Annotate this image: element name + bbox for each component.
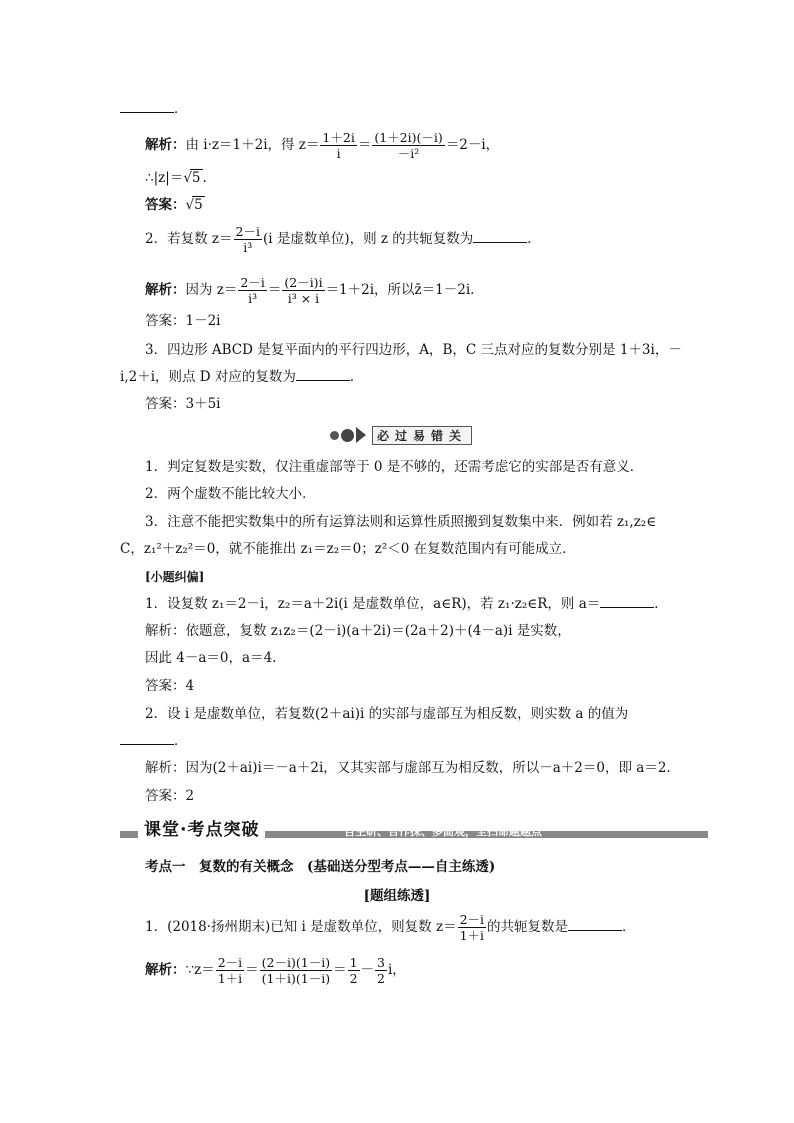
fraction (216, 955, 244, 986)
solution-label: 解析： (145, 962, 186, 978)
modulus-text: ∴|z|＝ (145, 170, 184, 186)
question-text: 1．设复数 z₁＝2－i，z₂＝a＋2i(i 是虚数单位，a∈R)，若 z₁·z₂∈R，则 a＝ (145, 596, 601, 612)
fraction (238, 275, 266, 306)
denominator: 1＋i (459, 928, 485, 943)
equals: ＝ (357, 137, 372, 153)
point-text: 3．注意不能把实数集中的所有运算法则和运算性质照搬到复数集中来．例如若 z₁,z₂∈ (145, 514, 657, 530)
numerator: 2－i (235, 224, 260, 239)
exercise-1 (145, 912, 636, 943)
answer-label: 答案： (145, 197, 186, 213)
question-text: 2．若复数 z＝ (145, 231, 233, 247)
numerator: 1 (349, 955, 358, 970)
question-text: (i 是虚数单位)，则 z 的共轭复数为 (262, 231, 474, 247)
numerator: 2－i (217, 955, 243, 970)
result: ＝2－i， (445, 137, 500, 153)
period: ． (527, 231, 541, 247)
solution-text: 由 i·z＝1＋2i，得 z＝ (185, 137, 320, 153)
fraction (348, 955, 360, 986)
numerator: (2－i)i (284, 275, 323, 290)
denominator: 2 (349, 971, 358, 986)
equals: ＝ (333, 962, 347, 978)
fraction (282, 275, 324, 306)
period: ． (174, 101, 188, 117)
numerator: 2－i (459, 912, 485, 927)
answer-text: 答案：2 (145, 788, 195, 804)
topic-group-text: [题组练透] (363, 888, 431, 904)
small-question-2 (145, 705, 628, 723)
numerator: 2－i (240, 275, 265, 290)
topic-heading (145, 858, 495, 876)
point-text: 1．判定复数是实数，仅注重虚部等于 0 是不够的，还需考虑它的实部是否有意义． (145, 459, 644, 475)
equals: ＝ (267, 282, 282, 298)
banner-subtitle: 自主研、合作探、多面观，全扫命题题点 (344, 825, 542, 838)
small-answer-2 (145, 787, 194, 805)
answer-blank (120, 732, 174, 745)
period: . (202, 170, 207, 186)
small-solution-1b (145, 649, 276, 667)
small-title (145, 568, 204, 586)
answer-text: 答案：3＋5i (145, 396, 221, 412)
section-ribbon (330, 426, 472, 444)
section-banner (120, 820, 708, 840)
answer-blank (600, 595, 654, 608)
numerator: 3 (377, 955, 385, 970)
question-text: i,2＋i，则点 D 对应的复数为 (120, 369, 296, 385)
minus: － (360, 962, 375, 978)
numerator: (1＋2i)(－i) (374, 130, 443, 145)
answer-text: 答案：1－2i (145, 313, 221, 329)
question-3-line-1 (145, 341, 682, 359)
ribbon-arrow-icon (356, 427, 366, 443)
denominator: 1＋i (217, 971, 243, 986)
denominator: i³ (248, 291, 258, 306)
solution-text: 因为 z＝ (185, 282, 238, 298)
ribbon-title: 必过易错关 (372, 426, 472, 445)
period: ． (174, 733, 188, 749)
small-solution-1a (145, 622, 571, 640)
denominator: i (336, 146, 341, 161)
sqrt-radicand: 5 (191, 170, 201, 186)
denominator: i³ (243, 240, 253, 255)
solution-text: 解析：依题意，复数 z₁z₂＝(2－i)(a＋2i)＝(2a＋2)＋(4－a)i 是实数， (145, 623, 571, 639)
topic-heading-text: 考点一 复数的有关概念 (基础送分型考点——自主练透) (145, 859, 496, 875)
small-answer-1 (145, 677, 194, 695)
small-title-text: [小题纠偏] (145, 570, 205, 584)
solution-2 (145, 275, 474, 306)
fraction (320, 130, 356, 161)
answer-blank (120, 100, 174, 113)
fraction (375, 955, 387, 986)
equals: ＝ (245, 962, 259, 978)
solution-line-1 (145, 130, 499, 161)
numerator: 1＋2i (322, 130, 355, 145)
question-text: 的共轭复数是 (487, 919, 569, 935)
point-3-line-1 (145, 513, 656, 531)
solution-label: 解析： (145, 137, 186, 153)
answer-3 (145, 395, 221, 413)
point-3-line-2 (120, 540, 576, 558)
answer-blank (296, 368, 350, 381)
answer-2 (145, 312, 221, 330)
solution-label: 解析： (145, 282, 186, 298)
solution-text: 因此 4－a＝0，a＝4. (145, 650, 277, 666)
question-text: 2．设 i 是虚数单位，若复数(2＋ai)i 的实部与虚部互为相反数，则实数 a 的值为 (145, 706, 629, 722)
answer-blank (473, 230, 527, 243)
answer-text: 答案：4 (145, 678, 195, 694)
numerator: (2－i)(1－i) (261, 955, 331, 970)
exercise-1-solution (145, 955, 406, 986)
question-3-line-2 (120, 368, 363, 386)
ribbon-dot-icon (341, 429, 354, 442)
solution-line-2: ∴|z|＝√5 . (145, 170, 207, 186)
ribbon-dot-icon (330, 431, 339, 440)
fraction (234, 224, 262, 255)
point-2 (145, 485, 316, 503)
banner-title: 课堂·考点突破 (144, 820, 260, 840)
question-2 (145, 224, 541, 255)
denominator: (1＋i)(1－i) (261, 971, 331, 986)
solution-text: 解析：因为(2＋ai)i＝－a＋2i，又其实部与虚部互为相反数，所以－a＋2＝0，即 a＝2. (145, 760, 671, 776)
fraction (260, 955, 332, 986)
denominator: 2 (377, 971, 385, 986)
period: ． (654, 596, 668, 612)
point-text: 2．两个虚数不能比较大小． (145, 486, 316, 502)
answer-blank (568, 918, 622, 931)
question-text: 3．四边形 ABCD 是复平面内的平行四边形，A，B，C 三点对应的复数分别是 1＋3i，－ (145, 342, 682, 358)
small-question-1 (145, 595, 668, 613)
point-1 (145, 458, 643, 476)
small-question-2-blank (120, 732, 188, 750)
solution-text: ＝1＋2i，所以z̄＝1－2i. (325, 282, 475, 298)
question-text: 1．(2018·扬州期末)已知 i 是虚数单位，则复数 z＝ (145, 919, 457, 935)
solution-text: i， (387, 962, 406, 978)
answer-blank-line (120, 100, 188, 118)
banner-tag (138, 820, 265, 840)
small-solution-2 (145, 759, 671, 777)
answer-line-1: 答案：√5 (145, 197, 203, 213)
fraction (372, 130, 444, 161)
topic-group-title (0, 884, 794, 904)
denominator: －i² (397, 146, 420, 161)
denominator: i³ × i (287, 291, 320, 306)
period: ． (349, 369, 364, 385)
point-text: C，z₁²＋z₂²＝0，就不能推出 z₁＝z₂＝0；z²＜0 在复数范围内有可能成立． (120, 541, 576, 557)
period: ． (622, 919, 636, 935)
solution-text: ∵z＝ (185, 962, 215, 978)
fraction (458, 912, 486, 943)
sqrt-radicand: 5 (194, 197, 203, 213)
